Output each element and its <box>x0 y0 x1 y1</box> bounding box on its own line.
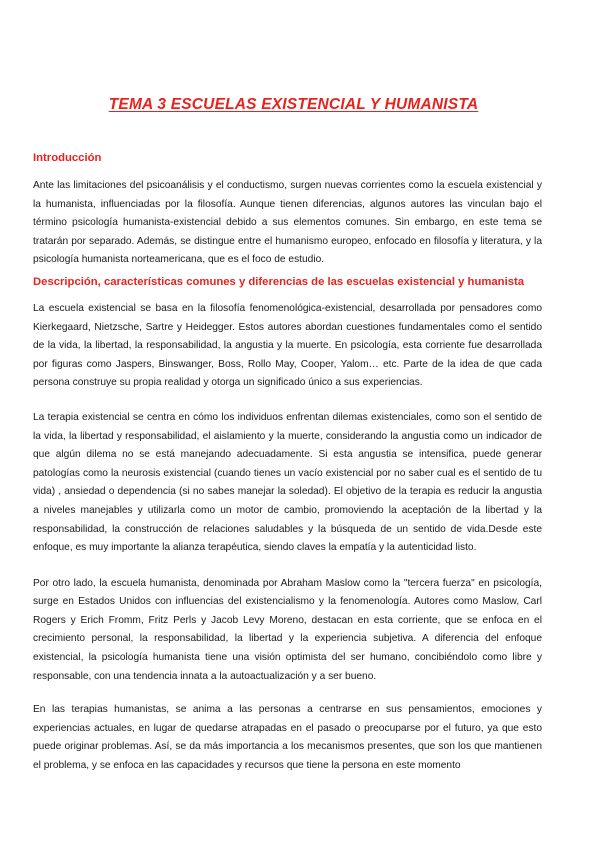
document-title: TEMA 3 ESCUELAS EXISTENCIAL Y HUMANISTA <box>108 96 479 113</box>
intro-paragraph: Ante las limitaciones del psicoanálisis y el conductismo, surgen nuevas corrientes como la escuela existencial y la humanista, influenciadas por la filosofía. Aunque tienen diferencias, algunos autores las vinculan bajo el término psicología humanista-existencial debido a sus elementos comunes. Sin embargo, en este tema se tratarán por separado. Además, se distingue entre el humanismo europeo, enfocado en filosofía y literatura, y la psicología humanista norteamericana, que es el foco de estudio. <box>33 180 542 266</box>
paragraph-escuela-existencial: La escuela existencial se basa en la filosofía fenomenológica-existencial, desarrollada por pensadores como Kierkegaard, Nietzsche, Sartre y Heidegger. Estos autores abordan cuestiones fundamentales como el sentido de la vida, la libertad, la responsabilidad, la angustia y la muerte. En psicología, esta corriente fue desarrollada por figuras como Jaspers, Binswanger, Boss, Rollo May, Cooper, Yalom… etc. Parte de la idea de que cada persona construye su propia realidad y otorga un significado único a sus experiencias. <box>33 302 542 389</box>
paragraph-terapia-existencial: La terapia existencial se centra en cómo los individuos enfrentan dilemas existenciales, como son el sentido de la vida, la libertad y responsabilidad, el aislamiento y la muerte, considerando la angustia como un indicador de que algún dilema no se está manejando adecuadamente. Si esta angustia se intensifica, puede generar patologías como la neurosis existencial (cuando tienes un vacío existencial por no saber cual es el sentido de tu vida) , ansiedad o dependencia (si no sabes manejar la soledad). El objetivo de la terapia es reducir la angustia a niveles manejables y utilizarla como un motor de cambio, promoviendo la aceptación de la libertad y la responsabilidad, la construcción de relaciones saludables y la búsqueda de un sentido de vida.Desde este enfoque, es muy importante la alianza terapéutica, siendo claves la empatía y la autenticidad listo. <box>33 411 542 554</box>
section-heading-descripcion: Descripción, características comunes y diferencias de las escuelas existencial y humanista <box>33 275 525 288</box>
paragraph-escuela-humanista: Por otro lado, la escuela humanista, denominada por Abraham Maslow como la "tercera fuerza" en psicología, surge en Estados Unidos con influencias del existencialismo y la fenomenología. Autores como Maslow, Carl Rogers y Erich Fromm, Fritz Perls y Jacob Levy Moreno, destacan en esta corriente, que se enfoca en el crecimiento personal, la responsabilidad, la libertad y la experiencia subjetiva. A diferencia del enfoque existencial, la psicología humanista tiene una visión optimista del ser humano, concibiéndolo como libre y responsable, con una tendencia innata a la autoactualización y a ser bueno. <box>33 577 542 682</box>
paragraph-terapias-humanistas: En las terapias humanistas, se anima a las personas a centrarse en sus pensamientos, emociones y experiencias actuales, en lugar de quedarse atrapadas en el pasado o preocuparse por el futuro, ya que esto puede originar problemas. Así, se da más importancia a los mecanismos presentes, que son los que mantienen el problema, y se enfoca en las capacidades y recursos que tiene la persona en este momento <box>33 704 542 772</box>
section-heading-introduccion: Introducción <box>33 152 102 164</box>
